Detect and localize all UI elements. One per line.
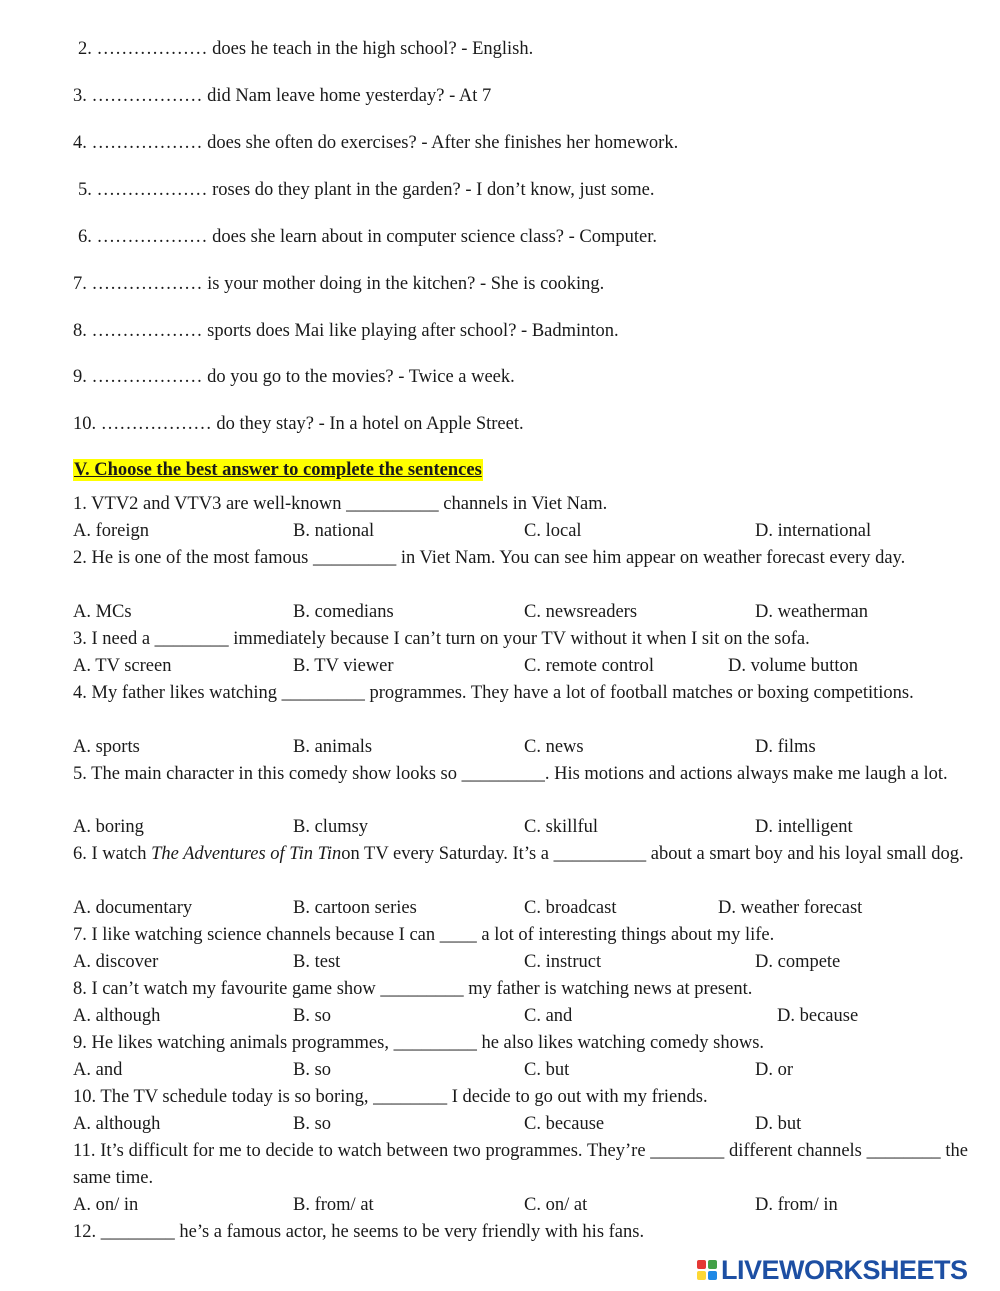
option-d: D. weatherman [755,602,869,622]
wh-question-3: 3. ……………… did Nam leave home yesterday? - At 7 [73,86,492,106]
option-a: A. and [73,1060,123,1080]
option-d: D. because [777,1006,859,1026]
question-8: 8. I can’t watch my favourite game show _________ my father is watching news at present. [73,979,753,999]
wh-question-6: 6. ……………… does she learn about in computer science class? - Computer. [78,227,658,247]
option-c: C. news [524,737,584,757]
question-12: 12. ________ he’s a famous actor, he seems to be very friendly with his fans. [73,1222,645,1242]
option-c: C. newsreaders [524,602,638,622]
question-7: 7. I like watching science channels because I can ____ a lot of interesting things about my life. [73,925,775,945]
option-b: B. so [293,1006,332,1026]
option-a: A. MCs [73,602,132,622]
question-4: 4. My father likes watching _________ programmes. They have a lot of football matches or boxing competitions. [73,683,914,703]
logo-text: LIVEWORKSHEETS [721,1254,968,1285]
wh-question-8: 8. ……………… sports does Mai like playing after school? - Badminton. [73,321,619,341]
option-c: C. broadcast [524,898,617,918]
option-a: A. on/ in [73,1195,139,1215]
question-1: 1. VTV2 and VTV3 are well-known __________ channels in Viet Nam. [73,494,608,514]
wh-question-7: 7. ……………… is your mother doing in the kitchen? - She is cooking. [73,274,605,294]
option-c: C. remote control [524,656,654,676]
option-c: C. local [524,521,582,541]
option-d: D. but [755,1114,802,1134]
option-b: B. so [293,1060,332,1080]
wh-question-4: 4. ……………… does she often do exercises? - After she finishes her homework. [73,133,679,153]
question-5: 5. The main character in this comedy show looks so _________. His motions and actions always make me laugh a lot. [73,764,948,784]
logo-squares-icon [697,1260,717,1280]
wh-question-2: 2. ……………… does he teach in the high school? - English. [78,39,534,59]
question-6: 6. I watch The Adventures of Tin Tinon TV every Saturday. It’s a __________ about a smart boy and his loyal small dog. [73,844,964,864]
option-b: B. TV viewer [293,656,394,676]
option-d: D. or [755,1060,794,1080]
wh-question-5: 5. ……………… roses do they plant in the garden? - I don’t know, just some. [78,180,655,200]
option-c: C. but [524,1060,570,1080]
option-c: C. on/ at [524,1195,588,1215]
liveworksheets-logo [697,1253,968,1287]
option-a: A. discover [73,952,159,972]
option-a: A. although [73,1006,161,1026]
question-2: 2. He is one of the most famous _________ in Viet Nam. You can see him appear on weather forecast every day. [73,548,906,568]
question-9: 9. He likes watching animals programmes, _________ he also likes watching comedy shows. [73,1033,765,1053]
option-d: D. compete [755,952,841,972]
question-3: 3. I need a ________ immediately because I can’t turn on your TV without it when I sit on the sofa. [73,629,810,649]
show-title: The Adventures of Tin Tin [151,844,342,864]
option-b: B. clumsy [293,817,369,837]
option-a: A. foreign [73,521,150,541]
option-a: A. documentary [73,898,193,918]
question-10: 10. The TV schedule today is so boring, ________ I decide to go out with my friends. [73,1087,708,1107]
option-a: A. boring [73,817,144,837]
option-d: D. volume button [728,656,859,676]
question-11: 11. It’s difficult for me to decide to watch between two programmes. They’re ________ different channels ________ the same time. [73,1141,968,1188]
option-b: B. test [293,952,341,972]
option-b: B. comedians [293,602,394,622]
option-a: A. although [73,1114,161,1134]
wh-question-9: 9. ……………… do you go to the movies? - Twice a week. [73,367,515,387]
option-b: B. national [293,521,375,541]
option-c: C. instruct [524,952,602,972]
option-d: D. films [755,737,816,757]
option-c: C. skillful [524,817,599,837]
section-v-title: V. Choose the best answer to complete the sentences [74,460,482,480]
option-c: C. because [524,1114,605,1134]
option-b: B. animals [293,737,373,757]
option-a: A. sports [73,737,140,757]
option-b: B. from/ at [293,1195,374,1215]
option-d: D. weather forecast [718,898,863,918]
option-c: C. and [524,1006,573,1026]
option-a: A. TV screen [73,656,172,676]
option-d: D. international [755,521,872,541]
option-d: D. intelligent [755,817,853,837]
option-b: B. so [293,1114,332,1134]
option-b: B. cartoon series [293,898,417,918]
wh-question-10: 10. ……………… do they stay? - In a hotel on Apple Street. [73,414,524,434]
option-d: D. from/ in [755,1195,838,1215]
